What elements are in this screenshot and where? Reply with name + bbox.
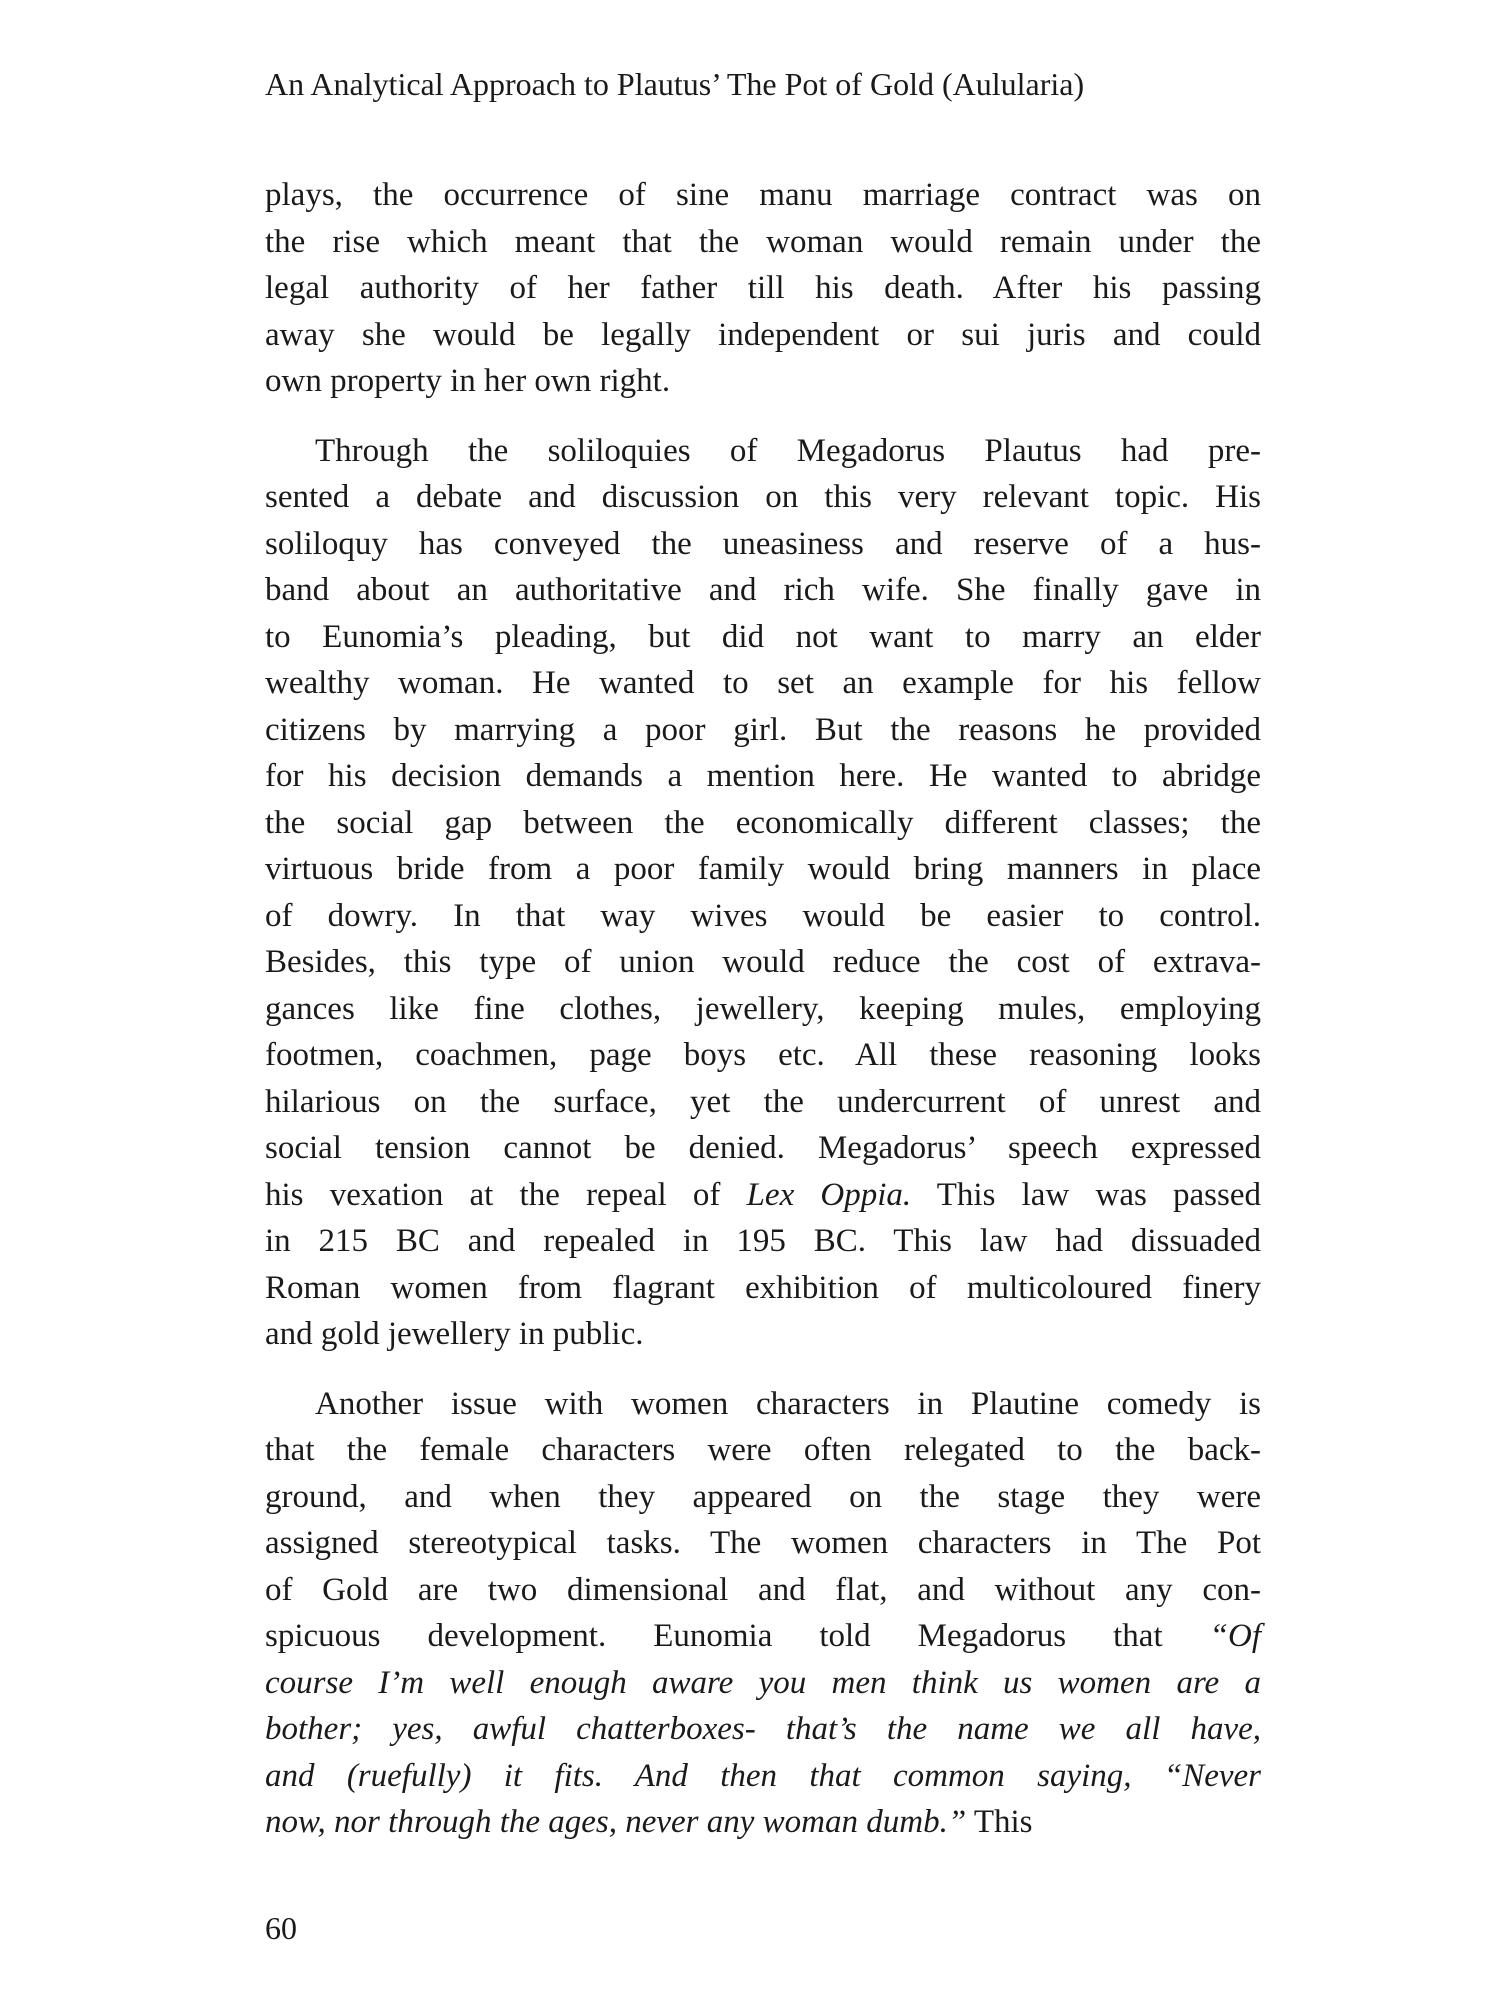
italic-text: “Of (1209, 1618, 1261, 1654)
text-segment: for his decision demands a mention here. He wanted to abridge (265, 758, 1261, 794)
text-line (265, 219, 1261, 266)
running-header: An Analytical Approach to Plautus’ The Pot of Gold (Aulularia) (265, 66, 1085, 102)
text-line (265, 1567, 1261, 1614)
text-line (265, 893, 1261, 940)
text-segment: ground, and when they appeared on the stage they were (265, 1478, 1261, 1515)
text-segment: of Gold are two dimensional and flat, and without any con- (265, 1571, 1261, 1608)
text-segment: Besides, this type of union would reduce the cost of extrava- (265, 944, 1261, 980)
text-line (265, 1706, 1261, 1753)
text-line (265, 474, 1261, 521)
text-line (265, 1265, 1261, 1312)
text-segment: gances like fine clothes, jewellery, keeping mules, employing (265, 990, 1261, 1027)
text-segment: Through the soliloquies of Megadorus Plautus had pre- (315, 432, 1261, 469)
italic-text: bother; yes, awful chatterboxes- that’s the name we all have, (265, 1711, 1261, 1747)
page-number: 60 (265, 1910, 297, 1946)
text-segment: social tension cannot be denied. Megadorus’ speech expressed (265, 1130, 1261, 1166)
text-segment: footmen, coachmen, page boys etc. All these reasoning looks (265, 1037, 1261, 1073)
text-line (265, 1427, 1261, 1474)
text-line (265, 707, 1261, 754)
text-line (265, 1520, 1261, 1567)
text-segment: plays, the occurrence of sine manu marriage contract was on (265, 177, 1261, 213)
text-segment: hilarious on the surface, yet the undercurrent of unrest and (265, 1083, 1261, 1120)
text-line (265, 172, 1261, 219)
text-line (265, 660, 1261, 707)
text-segment: and gold jewellery in public. (265, 1316, 644, 1352)
italic-text: Lex Oppia. (746, 1176, 912, 1213)
paragraph (265, 172, 1261, 405)
text-segment: his vexation at the repeal of (265, 1176, 747, 1213)
text-line (265, 1172, 1261, 1219)
italic-text: now, nor through the ages, never any woman dumb.” (265, 1804, 967, 1840)
text-segment: the social gap between the economically different classes; the (265, 804, 1261, 841)
text-segment: This law was passed (911, 1176, 1261, 1213)
text-segment: own property in her own right. (265, 363, 671, 399)
paragraph (265, 1381, 1261, 1846)
text-line (265, 800, 1261, 847)
text-segment: citizens by marrying a poor girl. But the reasons he provided (265, 711, 1261, 748)
text-line (265, 358, 1261, 405)
text-line (265, 1079, 1261, 1126)
text-segment: the rise which meant that the woman would remain under the (265, 223, 1261, 260)
text-segment: wealthy woman. He wanted to set an example for his fellow (265, 665, 1261, 701)
text-line (265, 265, 1261, 312)
text-segment: Roman women from flagrant exhibition of multicoloured finery (265, 1269, 1261, 1306)
text-line (265, 1032, 1261, 1079)
text-segment: to Eunomia’s pleading, but did not want to marry an elder (265, 618, 1261, 655)
text-segment: of dowry. In that way wives would be easier to control. (265, 897, 1261, 934)
text-segment: sented a debate and discussion on this very relevant topic. His (265, 479, 1261, 515)
italic-text: and (ruefully) it fits. And then that common saying, “Never (265, 1757, 1261, 1794)
body-text (265, 172, 1261, 1869)
text-segment: away she would be legally independent or sui juris and could (265, 316, 1261, 353)
text-segment: spicuous development. Eunomia told Megadorus that (265, 1618, 1210, 1654)
text-line (265, 939, 1261, 986)
text-line (265, 312, 1261, 359)
italic-text: course I’m well enough aware you men think us women are a (265, 1664, 1261, 1701)
text-line (265, 1753, 1261, 1800)
text-line (265, 986, 1261, 1033)
text-line (265, 614, 1261, 661)
text-line (265, 1474, 1261, 1521)
text-line (265, 521, 1261, 568)
text-line (265, 1311, 1261, 1358)
text-segment: assigned stereotypical tasks. The women characters in The Pot (265, 1525, 1261, 1561)
paragraph (265, 428, 1261, 1358)
text-segment: soliloquy has conveyed the uneasiness and reserve of a hus- (265, 525, 1261, 562)
text-segment: legal authority of her father till his death. After his passing (265, 270, 1261, 306)
text-segment: Another issue with women characters in Plautine comedy is (315, 1385, 1261, 1422)
text-line (265, 1218, 1261, 1265)
text-line (265, 428, 1261, 475)
text-line (265, 1125, 1261, 1172)
text-segment: virtuous bride from a poor family would bring manners in place (265, 851, 1261, 887)
text-segment: in 215 BC and repealed in 195 BC. This law had dissuaded (265, 1223, 1261, 1259)
text-line (265, 846, 1261, 893)
text-line (265, 1799, 1261, 1846)
text-line (265, 1660, 1261, 1707)
text-segment: This (966, 1804, 1033, 1840)
text-segment: band about an authoritative and rich wife. She finally gave in (265, 572, 1261, 608)
text-line (265, 1613, 1261, 1660)
text-line (265, 567, 1261, 614)
text-line (265, 753, 1261, 800)
text-line (265, 1381, 1261, 1428)
text-segment: that the female characters were often relegated to the back- (265, 1432, 1261, 1468)
